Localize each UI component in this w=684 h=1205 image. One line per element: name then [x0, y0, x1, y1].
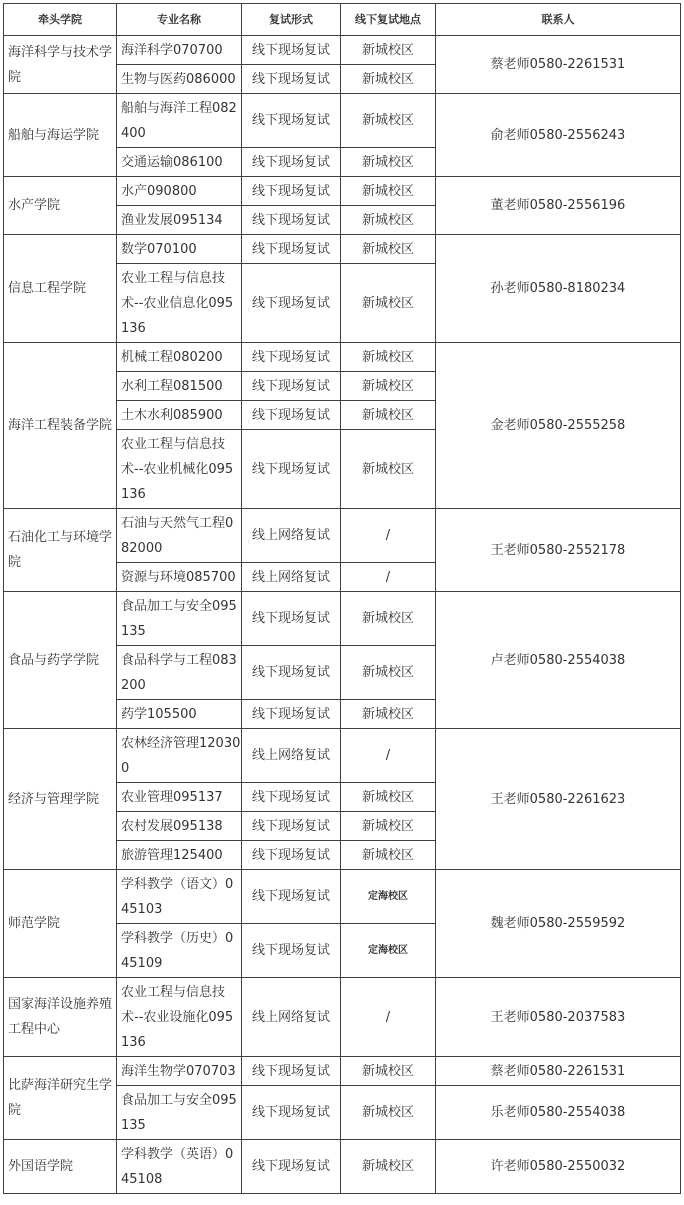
mode-cell: 线下现场复试	[242, 343, 341, 372]
contact-cell: 蔡老师0580-2261531	[436, 1057, 681, 1086]
header-mode: 复试形式	[242, 4, 341, 36]
mode-cell: 线下现场复试	[242, 94, 341, 148]
mode-cell: 线下现场复试	[242, 700, 341, 729]
header-college: 牵头学院	[4, 4, 117, 36]
major-cell: 水利工程081500	[117, 372, 242, 401]
location-cell: 新城校区	[341, 372, 436, 401]
location-cell: /	[341, 729, 436, 783]
header-contact: 联系人	[436, 4, 681, 36]
contact-cell: 乐老师0580-2554038	[436, 1086, 681, 1140]
table-row	[4, 177, 681, 206]
college-cell: 外国语学院	[4, 1140, 117, 1194]
location-cell: 新城校区	[341, 206, 436, 235]
mode-cell: 线下现场复试	[242, 783, 341, 812]
mode-cell: 线上网络复试	[242, 978, 341, 1057]
mode-cell: 线下现场复试	[242, 206, 341, 235]
major-cell: 食品加工与安全095135	[117, 1086, 242, 1140]
mode-cell: 线下现场复试	[242, 1086, 341, 1140]
major-cell: 生物与医药086000	[117, 65, 242, 94]
major-cell: 食品科学与工程083200	[117, 646, 242, 700]
header-row	[4, 4, 681, 36]
major-cell: 学科教学（语文）045103	[117, 870, 242, 924]
mode-cell: 线下现场复试	[242, 870, 341, 924]
mode-cell: 线上网络复试	[242, 729, 341, 783]
location-cell: 新城校区	[341, 343, 436, 372]
location-cell: 新城校区	[341, 1057, 436, 1086]
contact-cell: 王老师0580-2261623	[436, 729, 681, 870]
mode-cell: 线下现场复试	[242, 36, 341, 65]
contact-cell: 王老师0580-2552178	[436, 509, 681, 592]
location-cell: 新城校区	[341, 592, 436, 646]
location-cell: 新城校区	[341, 783, 436, 812]
mode-cell: 线下现场复试	[242, 264, 341, 343]
major-cell: 农业工程与信息技术--农业设施化095136	[117, 978, 242, 1057]
major-cell: 机械工程080200	[117, 343, 242, 372]
mode-cell: 线下现场复试	[242, 646, 341, 700]
college-cell: 经济与管理学院	[4, 729, 117, 870]
mode-cell: 线下现场复试	[242, 235, 341, 264]
location-cell: 新城校区	[341, 65, 436, 94]
location-cell: 新城校区	[341, 841, 436, 870]
college-cell: 国家海洋设施养殖工程中心	[4, 978, 117, 1057]
contact-cell: 卢老师0580-2554038	[436, 592, 681, 729]
location-cell: 新城校区	[341, 401, 436, 430]
major-cell: 旅游管理125400	[117, 841, 242, 870]
mode-cell: 线下现场复试	[242, 592, 341, 646]
major-cell: 石油与天然气工程082000	[117, 509, 242, 563]
mode-cell: 线下现场复试	[242, 372, 341, 401]
mode-cell: 线下现场复试	[242, 65, 341, 94]
college-cell: 船舶与海运学院	[4, 94, 117, 177]
major-cell: 农业工程与信息技术--农业信息化095136	[117, 264, 242, 343]
college-cell: 海洋科学与技术学院	[4, 36, 117, 94]
mode-cell: 线下现场复试	[242, 841, 341, 870]
location-cell: 新城校区	[341, 177, 436, 206]
location-cell: 定海校区	[341, 924, 436, 978]
mode-cell: 线下现场复试	[242, 148, 341, 177]
college-cell: 师范学院	[4, 870, 117, 978]
table-row	[4, 978, 681, 1057]
location-cell: 新城校区	[341, 646, 436, 700]
major-cell: 资源与环境085700	[117, 563, 242, 592]
mode-cell: 线下现场复试	[242, 812, 341, 841]
location-cell: 新城校区	[341, 94, 436, 148]
table-row	[4, 235, 681, 264]
table-row	[4, 36, 681, 65]
location-cell: 新城校区	[341, 1140, 436, 1194]
location-cell: 新城校区	[341, 1086, 436, 1140]
major-cell: 农业管理095137	[117, 783, 242, 812]
major-cell: 交通运输086100	[117, 148, 242, 177]
contact-cell: 金老师0580-2555258	[436, 343, 681, 509]
contact-cell: 俞老师0580-2556243	[436, 94, 681, 177]
mode-cell: 线下现场复试	[242, 177, 341, 206]
mode-cell: 线下现场复试	[242, 430, 341, 509]
major-cell: 学科教学（英语）045108	[117, 1140, 242, 1194]
location-cell: /	[341, 978, 436, 1057]
location-cell: /	[341, 509, 436, 563]
college-cell: 信息工程学院	[4, 235, 117, 343]
location-cell: 新城校区	[341, 430, 436, 509]
college-cell: 食品与药学学院	[4, 592, 117, 729]
college-cell: 石油化工与环境学院	[4, 509, 117, 592]
table-row	[4, 509, 681, 563]
table-row	[4, 1057, 681, 1086]
contact-cell: 魏老师0580-2559592	[436, 870, 681, 978]
location-cell: 定海校区	[341, 870, 436, 924]
major-cell: 海洋生物学070703	[117, 1057, 242, 1086]
major-cell: 农村发展095138	[117, 812, 242, 841]
table-row	[4, 1140, 681, 1194]
mode-cell: 线上网络复试	[242, 509, 341, 563]
major-cell: 水产090800	[117, 177, 242, 206]
major-cell: 海洋科学070700	[117, 36, 242, 65]
header-location: 线下复试地点	[341, 4, 436, 36]
contact-cell: 董老师0580-2556196	[436, 177, 681, 235]
major-cell: 学科教学（历史）045109	[117, 924, 242, 978]
major-cell: 土木水利085900	[117, 401, 242, 430]
contact-cell: 王老师0580-2037583	[436, 978, 681, 1057]
major-cell: 船舶与海洋工程082400	[117, 94, 242, 148]
table-row	[4, 94, 681, 148]
college-cell: 比萨海洋研究生学院	[4, 1057, 117, 1140]
table-row	[4, 729, 681, 783]
major-cell: 渔业发展095134	[117, 206, 242, 235]
college-cell: 水产学院	[4, 177, 117, 235]
location-cell: 新城校区	[341, 812, 436, 841]
location-cell: 新城校区	[341, 264, 436, 343]
major-cell: 食品加工与安全095135	[117, 592, 242, 646]
major-cell: 农业工程与信息技术--农业机械化095136	[117, 430, 242, 509]
mode-cell: 线上网络复试	[242, 563, 341, 592]
table-row	[4, 870, 681, 924]
location-cell: 新城校区	[341, 148, 436, 177]
location-cell: 新城校区	[341, 700, 436, 729]
table-row	[4, 343, 681, 372]
mode-cell: 线下现场复试	[242, 1140, 341, 1194]
mode-cell: 线下现场复试	[242, 1057, 341, 1086]
location-cell: /	[341, 563, 436, 592]
contact-cell: 孙老师0580-8180234	[436, 235, 681, 343]
retest-schedule-table	[3, 3, 681, 1194]
location-cell: 新城校区	[341, 36, 436, 65]
contact-cell: 蔡老师0580-2261531	[436, 36, 681, 94]
major-cell: 数学070100	[117, 235, 242, 264]
college-cell: 海洋工程装备学院	[4, 343, 117, 509]
header-major: 专业名称	[117, 4, 242, 36]
location-cell: 新城校区	[341, 235, 436, 264]
mode-cell: 线下现场复试	[242, 924, 341, 978]
major-cell: 药学105500	[117, 700, 242, 729]
contact-cell: 许老师0580-2550032	[436, 1140, 681, 1194]
major-cell: 农林经济管理120300	[117, 729, 242, 783]
mode-cell: 线下现场复试	[242, 401, 341, 430]
table-row	[4, 592, 681, 646]
